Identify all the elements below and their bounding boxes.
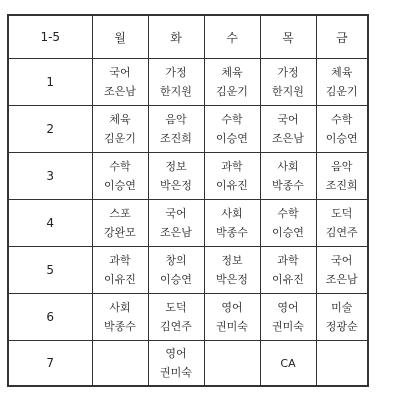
teacher: 김운기 xyxy=(104,132,136,145)
teacher: 조은남 xyxy=(104,85,136,98)
period-row-7 xyxy=(8,341,368,387)
subject: 체육 xyxy=(331,66,353,79)
day-header-fri: 금 xyxy=(316,15,368,59)
subject: 국어 xyxy=(165,207,187,220)
subject: 가정 xyxy=(277,66,299,79)
day-header-thu: 목 xyxy=(260,15,316,59)
class-cell xyxy=(260,59,316,106)
subject: 수학 xyxy=(221,113,243,126)
class-cell xyxy=(204,59,260,106)
teacher: 박은정 xyxy=(216,273,248,286)
class-cell xyxy=(92,106,148,153)
class-cell xyxy=(92,59,148,106)
class-cell xyxy=(260,200,316,247)
header-row xyxy=(8,15,368,59)
teacher: 박종수 xyxy=(216,226,248,239)
class-cell xyxy=(316,341,368,387)
teacher: 권미숙 xyxy=(160,366,192,379)
class-cell xyxy=(204,341,260,387)
teacher: 김연주 xyxy=(325,226,358,239)
subject: 사회 xyxy=(109,301,131,314)
class-cell xyxy=(92,153,148,200)
class-cell xyxy=(260,247,316,294)
class-cell xyxy=(260,106,316,153)
teacher: 조진희 xyxy=(160,132,192,145)
subject: 창의 xyxy=(165,254,187,267)
class-cell xyxy=(148,341,204,387)
teacher: 권미숙 xyxy=(216,320,248,333)
teacher: 이승연 xyxy=(160,273,192,286)
subject: 미술 xyxy=(331,301,353,314)
class-cell xyxy=(204,247,260,294)
class-cell xyxy=(204,106,260,153)
subject: 과학 xyxy=(221,160,243,173)
subject: 체육 xyxy=(109,113,131,126)
subject: 수학 xyxy=(109,160,131,173)
class-cell xyxy=(148,106,204,153)
teacher: 이승연 xyxy=(216,132,248,145)
teacher: 이유진 xyxy=(104,273,136,286)
period-label: 3 xyxy=(8,153,92,200)
class-cell xyxy=(316,200,368,247)
period-row-2 xyxy=(8,106,368,153)
teacher: 이승연 xyxy=(104,179,136,192)
class-cell xyxy=(92,247,148,294)
subject: 영어 xyxy=(165,347,187,360)
subject: 음악 xyxy=(165,113,187,126)
class-cell xyxy=(204,294,260,341)
class-cell xyxy=(260,153,316,200)
class-cell xyxy=(316,106,368,153)
class-cell xyxy=(148,200,204,247)
teacher: 김운기 xyxy=(216,85,248,98)
subject: 사회 xyxy=(221,207,243,220)
subject: 도덕 xyxy=(165,301,187,314)
class-cell xyxy=(148,294,204,341)
timetable xyxy=(7,14,369,387)
teacher: 조은남 xyxy=(272,132,304,145)
subject: 정보 xyxy=(221,254,243,267)
subject: 과학 xyxy=(277,254,299,267)
period-row-1 xyxy=(8,59,368,106)
teacher: 조진희 xyxy=(325,179,358,192)
subject: 정보 xyxy=(165,160,187,173)
teacher: 한지원 xyxy=(160,85,192,98)
period-row-4 xyxy=(8,200,368,247)
class-cell xyxy=(204,153,260,200)
teacher: 이유진 xyxy=(216,179,248,192)
period-label: 6 xyxy=(8,294,92,341)
subject: 국어 xyxy=(109,66,131,79)
subject: 스포 xyxy=(109,207,131,220)
teacher: 박은정 xyxy=(160,179,192,192)
subject: 가정 xyxy=(165,66,187,79)
teacher: 강완모 xyxy=(104,226,136,239)
class-cell xyxy=(92,200,148,247)
teacher: 정광순 xyxy=(325,320,358,333)
teacher: 조은남 xyxy=(160,226,192,239)
teacher: 박종수 xyxy=(272,179,304,192)
subject: 도덕 xyxy=(331,207,353,220)
class-cell xyxy=(316,153,368,200)
class-cell xyxy=(148,153,204,200)
teacher: 한지원 xyxy=(272,85,304,98)
teacher: 이승연 xyxy=(272,226,304,239)
period-label: 5 xyxy=(8,247,92,294)
class-cell xyxy=(316,59,368,106)
subject: 영어 xyxy=(221,301,243,314)
teacher: 이유진 xyxy=(272,273,304,286)
class-cell xyxy=(148,247,204,294)
teacher: 김운기 xyxy=(325,85,358,98)
period-row-5 xyxy=(8,247,368,294)
teacher: 권미숙 xyxy=(272,320,304,333)
corner-cell: 1-5 xyxy=(8,15,92,59)
teacher: 박종수 xyxy=(104,320,136,333)
period-label: 7 xyxy=(8,341,92,387)
day-header-mon: 월 xyxy=(92,15,148,59)
period-row-6 xyxy=(8,294,368,341)
subject: 사회 xyxy=(277,160,299,173)
class-cell xyxy=(92,294,148,341)
class-cell xyxy=(316,247,368,294)
subject: 음악 xyxy=(331,160,353,173)
class-cell xyxy=(92,341,148,387)
period-label: 4 xyxy=(8,200,92,247)
subject: 과학 xyxy=(109,254,131,267)
subject: 영어 xyxy=(277,301,299,314)
day-header-tue: 화 xyxy=(148,15,204,59)
day-header-wed: 수 xyxy=(204,15,260,59)
teacher: 이승연 xyxy=(325,132,358,145)
teacher: 김연주 xyxy=(160,320,192,333)
subject: 수학 xyxy=(331,113,353,126)
class-cell xyxy=(204,200,260,247)
subject: CA xyxy=(280,356,296,370)
class-cell xyxy=(260,341,316,387)
period-label: 1 xyxy=(8,59,92,106)
subject: 국어 xyxy=(331,254,353,267)
class-cell xyxy=(260,294,316,341)
subject: 국어 xyxy=(277,113,299,126)
subject: 수학 xyxy=(277,207,299,220)
subject: 체육 xyxy=(221,66,243,79)
class-cell xyxy=(148,59,204,106)
period-row-3 xyxy=(8,153,368,200)
class-cell xyxy=(316,294,368,341)
teacher: 조은남 xyxy=(325,273,358,286)
period-label: 2 xyxy=(8,106,92,153)
